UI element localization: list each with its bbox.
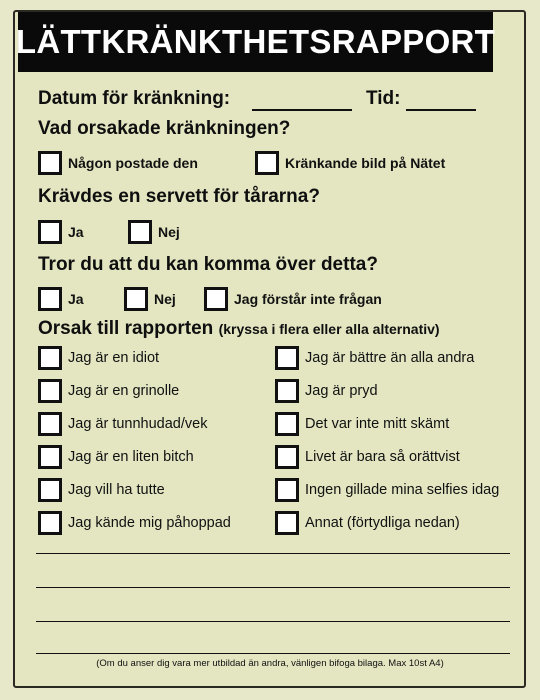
checkbox[interactable] bbox=[275, 445, 299, 469]
checkbox-option[interactable] bbox=[275, 511, 460, 535]
checkbox[interactable] bbox=[275, 346, 299, 370]
question-reason bbox=[38, 318, 440, 340]
checkbox-option[interactable] bbox=[124, 287, 176, 311]
checkbox[interactable] bbox=[38, 287, 62, 311]
checkbox[interactable] bbox=[128, 220, 152, 244]
checkbox[interactable] bbox=[38, 412, 62, 436]
checkbox-option[interactable] bbox=[38, 346, 159, 370]
checkbox-option[interactable] bbox=[275, 379, 378, 403]
checkbox-option[interactable] bbox=[275, 445, 460, 469]
writing-line[interactable] bbox=[36, 621, 510, 622]
option-label: Jag är en idiot bbox=[68, 350, 160, 366]
question-cause: Vad orsakade kränkningen? bbox=[38, 118, 291, 139]
option-label: Ingen gillade mina selfies idag bbox=[305, 482, 500, 498]
option-label: Nej bbox=[154, 291, 176, 307]
option-label: Jag är bättre än alla andra bbox=[305, 350, 475, 366]
checkbox-option[interactable] bbox=[275, 478, 499, 502]
option-label: Nej bbox=[158, 224, 180, 240]
option-label: Jag är tunnhudad/vek bbox=[68, 416, 208, 432]
option-label: Det var inte mitt skämt bbox=[305, 416, 450, 432]
option-label: Annat (förtydliga nedan) bbox=[305, 515, 460, 531]
checkbox-option[interactable] bbox=[38, 379, 179, 403]
time-field[interactable] bbox=[406, 109, 476, 111]
date-label: Datum för kränkning: bbox=[38, 88, 231, 109]
option-label: Jag är en grinolle bbox=[68, 383, 180, 399]
checkbox-option[interactable] bbox=[38, 445, 194, 469]
checkbox[interactable] bbox=[204, 287, 228, 311]
checkbox-option[interactable] bbox=[38, 151, 198, 175]
checkbox[interactable] bbox=[38, 511, 62, 535]
checkbox[interactable] bbox=[38, 151, 62, 175]
checkbox-option[interactable] bbox=[255, 151, 445, 175]
question-napkin: Krävdes en servett för tårarna? bbox=[38, 186, 320, 207]
checkbox-option[interactable] bbox=[38, 412, 207, 436]
checkbox[interactable] bbox=[124, 287, 148, 311]
writing-line[interactable] bbox=[36, 587, 510, 588]
question-reason-hint: (kryssa i flera eller alla alternativ) bbox=[218, 321, 440, 337]
checkbox[interactable] bbox=[275, 412, 299, 436]
footer-note: (Om du anser dig vara mer utbildad än andra, vänligen bifoga bilaga. Max 10st A4) bbox=[96, 658, 444, 669]
checkbox-option[interactable] bbox=[38, 220, 84, 244]
checkbox-option[interactable] bbox=[275, 346, 474, 370]
option-label: Kränkande bild på Nätet bbox=[285, 155, 446, 171]
option-label: Livet är bara så orättvist bbox=[305, 449, 460, 465]
time-label: Tid: bbox=[366, 88, 401, 109]
checkbox[interactable] bbox=[38, 379, 62, 403]
option-label: Ja bbox=[68, 291, 84, 307]
checkbox[interactable] bbox=[275, 478, 299, 502]
option-label: Jag är en liten bitch bbox=[68, 449, 194, 465]
option-label: Jag är pryd bbox=[305, 383, 378, 399]
checkbox[interactable] bbox=[38, 445, 62, 469]
question-get-over: Tror du att du kan komma över detta? bbox=[38, 254, 378, 275]
option-label: Jag vill ha tutte bbox=[68, 482, 165, 498]
checkbox[interactable] bbox=[275, 511, 299, 535]
checkbox[interactable] bbox=[255, 151, 279, 175]
checkbox-option[interactable] bbox=[275, 412, 449, 436]
question-reason-text: Orsak till rapporten bbox=[38, 318, 214, 339]
checkbox[interactable] bbox=[38, 346, 62, 370]
date-field[interactable] bbox=[252, 109, 352, 111]
option-label: Jag förstår inte frågan bbox=[234, 291, 382, 307]
option-label: Jag kände mig påhoppad bbox=[68, 515, 231, 531]
form-title: LÄTTKRÄNKTHETSRAPPORT bbox=[15, 23, 496, 60]
form-title-banner bbox=[15, 12, 496, 72]
checkbox-option[interactable] bbox=[128, 220, 180, 244]
option-label: Ja bbox=[68, 224, 84, 240]
writing-line[interactable] bbox=[36, 553, 510, 554]
checkbox-option[interactable] bbox=[204, 287, 382, 311]
checkbox-option[interactable] bbox=[38, 511, 231, 535]
checkbox[interactable] bbox=[275, 379, 299, 403]
checkbox-option[interactable] bbox=[38, 478, 165, 502]
option-label: Någon postade den bbox=[68, 155, 198, 171]
writing-line[interactable] bbox=[36, 653, 510, 654]
checkbox-option[interactable] bbox=[38, 287, 84, 311]
checkbox[interactable] bbox=[38, 478, 62, 502]
checkbox[interactable] bbox=[38, 220, 62, 244]
